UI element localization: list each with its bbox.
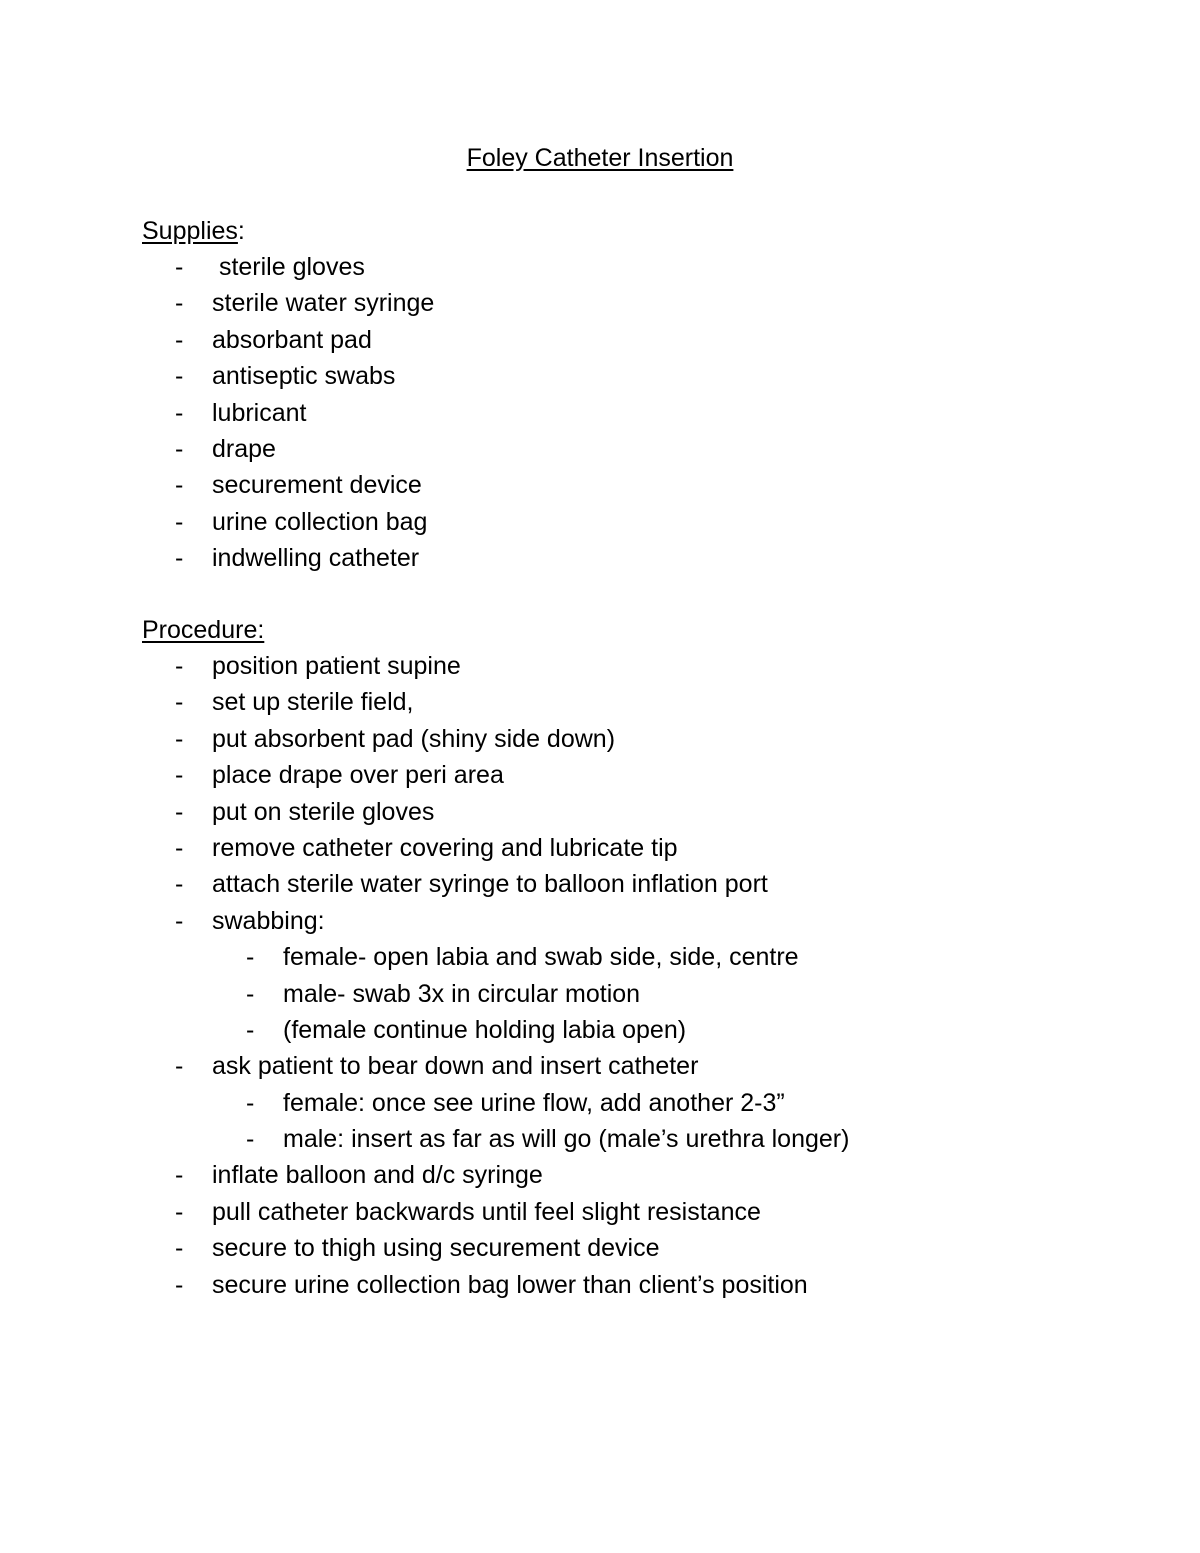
- procedure-step-text: place drape over peri area: [212, 761, 504, 790]
- bullet-dash: -: [175, 1161, 184, 1190]
- bullet-dash: -: [175, 434, 184, 463]
- procedure-substep: [0, 976, 1200, 1012]
- document-title: Foley Catheter Insertion: [466, 144, 734, 172]
- procedure-step-text: male: insert as far as will go (male’s urethra longer): [283, 1125, 850, 1154]
- procedure-list: [0, 648, 1200, 1303]
- procedure-substep: [0, 1085, 1200, 1121]
- supply-item: [0, 322, 1200, 358]
- procedure-substep: [0, 939, 1200, 975]
- bullet-dash: -: [246, 1088, 255, 1117]
- procedure-step: [0, 866, 1200, 902]
- procedure-step-text: swabbing:: [212, 906, 325, 935]
- bullet-dash: -: [175, 1052, 184, 1081]
- procedure-step-text: (female continue holding labia open): [283, 1015, 687, 1044]
- procedure-step: [0, 684, 1200, 720]
- supply-item-text: urine collection bag: [212, 507, 428, 536]
- bullet-dash: -: [175, 398, 184, 427]
- bullet-dash: -: [175, 362, 184, 391]
- bullet-dash: -: [175, 688, 184, 717]
- bullet-dash: -: [175, 833, 184, 862]
- bullet-dash: -: [246, 1125, 255, 1154]
- supply-item: [0, 540, 1200, 576]
- procedure-step-text: female- open labia and swab side, side, centre: [283, 943, 799, 972]
- procedure-step-text: set up sterile field,: [212, 688, 414, 717]
- supplies-list: [0, 249, 1200, 577]
- procedure-substep: [0, 1121, 1200, 1157]
- supply-item: [0, 504, 1200, 540]
- procedure-step-text: male- swab 3x in circular motion: [283, 979, 641, 1008]
- bullet-dash: -: [175, 797, 184, 826]
- bullet-dash: -: [175, 253, 184, 281]
- bullet-dash: -: [175, 507, 184, 536]
- procedure-step-text: put absorbent pad (shiny side down): [212, 724, 616, 753]
- procedure-step: [0, 1230, 1200, 1266]
- bullet-dash: -: [175, 1197, 184, 1226]
- procedure-substep: [0, 1012, 1200, 1048]
- supply-item-text: securement device: [212, 471, 422, 500]
- procedure-step: [0, 794, 1200, 830]
- procedure-step: [0, 648, 1200, 684]
- bullet-dash: -: [175, 761, 184, 790]
- supply-item-text: drape: [212, 434, 276, 463]
- supply-item: [0, 249, 1200, 285]
- procedure-heading: [142, 612, 264, 648]
- bullet-dash: -: [175, 1270, 184, 1299]
- procedure-step: [0, 830, 1200, 866]
- procedure-step-text: attach sterile water syringe to balloon inflation port: [212, 870, 768, 899]
- supply-item: [0, 431, 1200, 467]
- supply-item: [0, 358, 1200, 394]
- supply-item-text: sterile gloves: [212, 253, 365, 281]
- procedure-step: [0, 757, 1200, 793]
- bullet-dash: -: [175, 652, 184, 680]
- procedure-step: [0, 1194, 1200, 1230]
- procedure-step: [0, 1267, 1200, 1303]
- procedure-step-text: pull catheter backwards until feel slight resistance: [212, 1197, 761, 1226]
- supply-item: [0, 467, 1200, 503]
- bullet-dash: -: [175, 1234, 184, 1263]
- bullet-dash: -: [175, 325, 184, 354]
- procedure-step-text: secure urine collection bag lower than client’s position: [212, 1270, 808, 1299]
- procedure-step-text: secure to thigh using securement device: [212, 1234, 660, 1263]
- procedure-step: [0, 721, 1200, 757]
- procedure-step: [0, 903, 1200, 939]
- bullet-dash: -: [175, 906, 184, 935]
- supplies-heading: [142, 213, 245, 249]
- bullet-dash: -: [175, 471, 184, 500]
- procedure-step-text: remove catheter covering and lubricate tip: [212, 833, 678, 862]
- bullet-dash: -: [175, 870, 184, 899]
- procedure-step-text: ask patient to bear down and insert catheter: [212, 1052, 699, 1081]
- supply-item: [0, 395, 1200, 431]
- bullet-dash: -: [246, 979, 255, 1008]
- bullet-dash: -: [175, 289, 184, 318]
- procedure-step-text: put on sterile gloves: [212, 797, 435, 826]
- bullet-dash: -: [175, 544, 184, 573]
- bullet-dash: -: [175, 724, 184, 753]
- procedure-step: [0, 1048, 1200, 1084]
- supply-item-text: absorbant pad: [212, 325, 372, 354]
- supply-item-text: lubricant: [212, 398, 307, 427]
- procedure-step-text: inflate balloon and d/c syringe: [212, 1161, 543, 1190]
- procedure-step-text: female: once see urine flow, add another 2-3”: [283, 1088, 785, 1117]
- procedure-step: [0, 1157, 1200, 1193]
- supply-item-text: indwelling catheter: [212, 544, 420, 573]
- bullet-dash: -: [246, 1015, 255, 1044]
- supply-item: [0, 285, 1200, 321]
- supplies-heading-label: Supplies: [142, 217, 238, 245]
- procedure-heading-label: Procedure:: [142, 616, 265, 644]
- supplies-heading-colon: :: [237, 217, 245, 245]
- supply-item-text: antiseptic swabs: [212, 362, 396, 391]
- bullet-dash: -: [246, 943, 255, 972]
- procedure-step-text: position patient supine: [212, 652, 461, 680]
- supply-item-text: sterile water syringe: [212, 289, 435, 318]
